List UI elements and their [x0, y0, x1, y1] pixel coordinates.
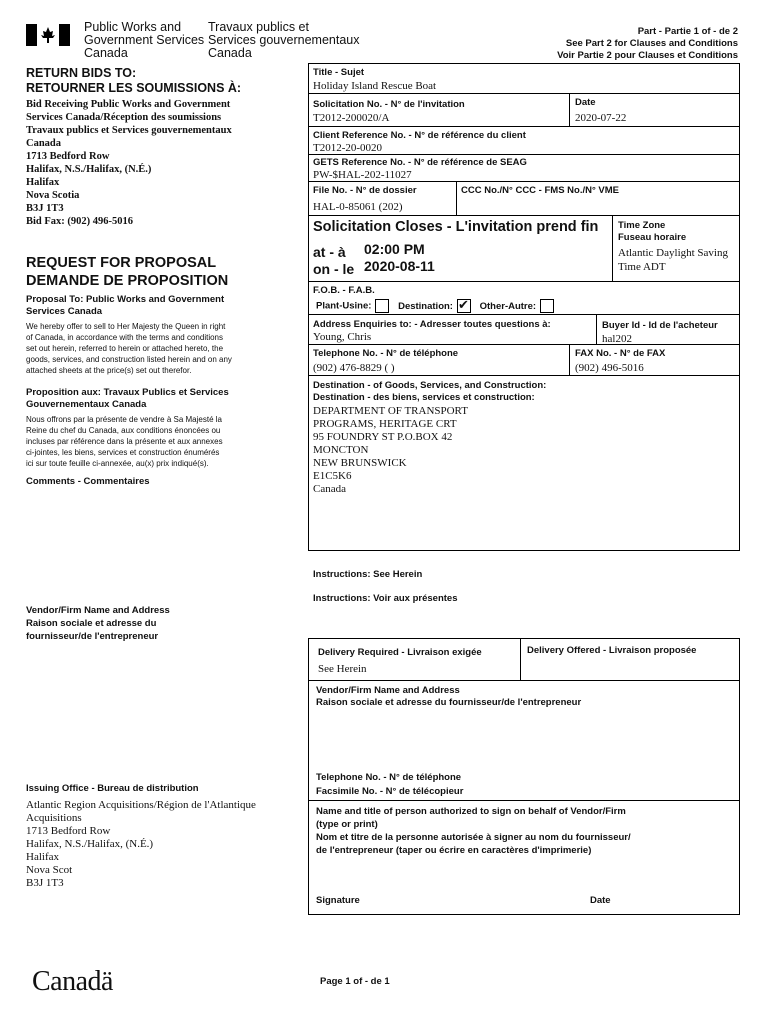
solicitation-no-value: T2012-200020/A — [313, 112, 390, 124]
instructions-en: Instructions: See Herein — [313, 569, 423, 580]
gets-reference-value: PW-$HAL-202-11027 — [313, 169, 412, 181]
department-name-fr: Travaux publics et Services gouvernementaux Canada — [208, 20, 360, 60]
file-no-value: HAL-0-85061 (202) — [313, 201, 403, 213]
rfp-title: REQUEST FOR PROPOSAL DEMANDE DE PROPOSITION — [26, 255, 229, 289]
destination-goods-label: Destination - of Goods, Services, and Construction: Destination - des biens, services et construction: — [313, 380, 547, 403]
phone-label: Telephone No. - N° de téléphone — [313, 348, 459, 359]
destination-address: DEPARTMENT OF TRANSPORT PROGRAMS, HERITAGE CRT 95 FOUNDRY ST P.O.BOX 42 MONCTON NEW BRUNSWICK E1C5K6 Canada — [313, 405, 468, 495]
delivery-required-value: See Herein — [318, 663, 367, 675]
buyer-id-label: Buyer Id - Id de l'acheteur — [602, 320, 718, 331]
fob-label: F.O.B. - F.A.B. — [313, 285, 375, 296]
offer-text-fr: Nous offrons par la présente de vendre à Sa Majesté la Reine du chef du Canada, aux conditions énoncées ou incluses par référence dans la présente et aux annexes ci-jointes, les biens, services et construction énumérés ici sur toute feuille ci-annexée, au(x) prix indiqué(s). — [26, 415, 223, 468]
fax-value: (902) 496-5016 — [575, 362, 644, 374]
vendor-left-label: Vendor/Firm Name and Address Raison sociale et adresse du fournisseur/de l'entrepreneur — [26, 605, 170, 642]
other-label: Other-Autre: — [479, 300, 537, 312]
return-bids-title: RETURN BIDS TO: RETOURNER LES SOUMISSIONS À: — [26, 66, 242, 95]
proposal-to: Proposal To: Public Works and Government Services Canada — [26, 294, 225, 317]
delivery-required-label: Delivery Required - Livraison exigée — [318, 647, 482, 658]
plant-checkbox[interactable] — [375, 299, 389, 313]
client-reference-value: T2012-20-0020 — [313, 142, 383, 154]
client-reference-label: Client Reference No. - N° de référence du client — [313, 130, 526, 141]
instructions-fr: Instructions: Voir aux présentes — [313, 593, 458, 604]
ccc-no-label: CCC No./N° CCC - FMS No./N° VME — [461, 185, 620, 196]
canada-wordmark: Canadä — [32, 966, 113, 997]
signature-label: Signature — [316, 895, 360, 906]
proposition-aux: Proposition aux: Travaux Publics et Services Gouvernementaux Canada — [26, 387, 229, 410]
enquiries-label: Address Enquiries to: - Adresser toutes questions à: — [313, 319, 551, 330]
comments-label: Comments - Commentaires — [26, 476, 150, 487]
fob-options — [316, 299, 558, 313]
vendor-fax-label: Facsimile No. - N° de télécopieur — [316, 786, 464, 797]
vendor-name-label: Vendor/Firm Name and Address Raison sociale et adresse du fournisseur/de l'entrepreneur — [316, 685, 582, 708]
closing-time-value: 02:00 PM — [364, 241, 425, 257]
sign-date-label: Date — [590, 895, 611, 906]
enquiries-value: Young, Chris — [313, 331, 372, 343]
date-label: Date — [575, 97, 596, 108]
solicitation-no-label: Solicitation No. - N° de l'invitation — [313, 99, 465, 110]
vendor-phone-label: Telephone No. - N° de téléphone — [316, 772, 462, 783]
destination-label: Destination: — [398, 300, 453, 312]
solicitation-closes-label: Solicitation Closes - L'invitation prend fin — [313, 219, 599, 235]
page-number: Page 1 of - de 1 — [320, 976, 390, 987]
destination-checkbox[interactable] — [457, 299, 471, 313]
vendor-name-field[interactable] — [316, 712, 734, 767]
fax-label: FAX No. - N° de FAX — [575, 348, 666, 359]
department-name-en: Public Works and Government Services Canada — [84, 20, 205, 60]
issuing-office-label: Issuing Office - Bureau de distribution — [26, 783, 199, 794]
time-zone-label: Time Zone Fuseau horaire — [618, 220, 687, 243]
issuing-office-address: Atlantic Region Acquisitions/Région de l'Atlantique Acquisitions 1713 Bedford Row Halifax, N.S./Halifax, (N.É.) Halifax Nova Scot B3J 1T3 — [26, 799, 256, 889]
title-value: Holiday Island Rescue Boat — [313, 80, 437, 92]
closing-time-label: at - à — [313, 244, 346, 260]
plant-label: Plant-Usine: — [316, 300, 372, 312]
canada-flag-icon — [26, 24, 70, 46]
part-indicator: Part - Partie 1 of - de 2 See Part 2 for Clauses and Conditions Voir Partie 2 pour Clauses et Conditions — [557, 26, 738, 61]
file-no-label: File No. - N° de dossier — [313, 185, 417, 196]
closing-date-label: on - le — [313, 261, 355, 277]
time-zone-value: Atlantic Daylight Saving Time ADT — [618, 247, 728, 273]
gets-reference-label: GETS Reference No. - N° de référence de SEAG — [313, 157, 527, 168]
date-value: 2020-07-22 — [575, 112, 627, 124]
return-bids-address: Bid Receiving Public Works and Government Services Canada/Réception des soumissions Travaux publics et Services gouvernementaux Canada 1713 Bedford Row Halifax, N.S./Halifax, (N.É.) Halifax Nova Scotia B3J 1T3 Bid Fax: (902) 496-5016 — [26, 99, 232, 227]
buyer-id-value: hal202 — [602, 333, 632, 345]
title-label: Title - Sujet — [313, 67, 365, 78]
offer-text-en: We hereby offer to sell to Her Majesty the Queen in right of Canada, in accordance with the terms and conditions set out herein, referred to herein or attached hereto, the goods, services, and construction listed herein and on any attached sheets at the price(s) set out therefor. — [26, 322, 232, 375]
phone-value: (902) 476-8829 ( ) — [313, 362, 395, 374]
authorized-person-label: Name and title of person authorized to sign on behalf of Vendor/Firm (type or print) Nom et titre de la personne autorisée à signer au nom du fournisseur/ de l'entrepreneur (taper ou écrire en caractères d'imprimerie) — [316, 806, 631, 856]
delivery-offered-label: Delivery Offered - Livraison proposée — [527, 645, 697, 656]
authorized-person-field[interactable] — [316, 862, 734, 890]
closing-date-value: 2020-08-11 — [364, 258, 435, 274]
other-checkbox[interactable] — [540, 299, 554, 313]
